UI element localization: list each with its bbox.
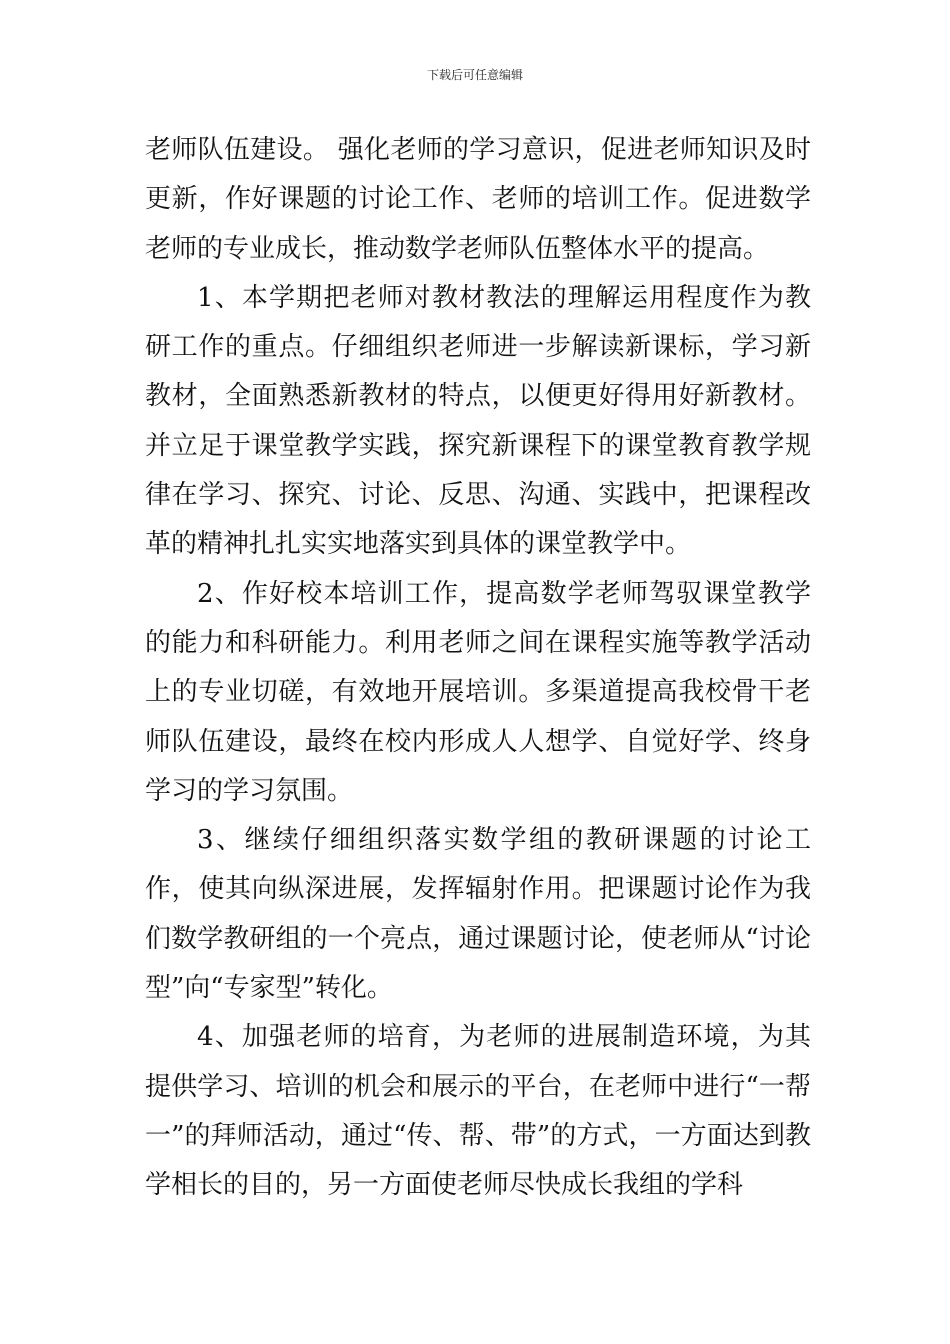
paragraph-continuation: 老师队伍建设。 强化老师的学习意识，促进老师知识及时更新，作好课题的讨论工作、老师的培训工作。促进数学老师的专业成长，推动数学老师队伍整体水平的提高。 <box>145 135 811 264</box>
document-body <box>145 126 811 1211</box>
paragraph-item-2: 2、作好校本培训工作，提高数学老师驾驭课堂教学的能力和科研能力。利用老师之间在课程实施等教学活动上的专业切磋，有效地开展培训。多渠道提高我校骨干老师队伍建设，最终在校内形成人人想学、自觉好学、终身学习的学习氛围。 <box>145 578 811 806</box>
paragraph-item-4: 4、加强老师的培育，为老师的进展制造环境，为其提供学习、培训的机会和展示的平台，在老师中进行“一帮一”的拜师活动，通过“传、帮、带”的方式，一方面达到教学相长的目的，另一方面使老师尽快成长我组的学科 <box>145 1022 811 1201</box>
paragraph-item-1: 1、本学期把老师对教材教法的理解运用程度作为教研工作的重点。仔细组织老师进一步解读新课标，学习新教材，全面熟悉新教材的特点，以便更好得用好新教材。并立足于课堂教学实践，探究新课程下的课堂教育教学规律在学习、探究、讨论、反思、沟通、实践中，把课程改革的精神扎扎实实地落实到具体的课堂教学中。 <box>145 282 811 560</box>
page-header-note: 下载后可任意编辑 <box>426 68 523 82</box>
paragraph-item-3: 3、继续仔细组织落实数学组的教研课题的讨论工作，使其向纵深进展，发挥辐射作用。把课题讨论作为我们数学教研组的一个亮点，通过课题讨论，使老师从“讨论型”向“专家型”转化。 <box>145 825 811 1004</box>
